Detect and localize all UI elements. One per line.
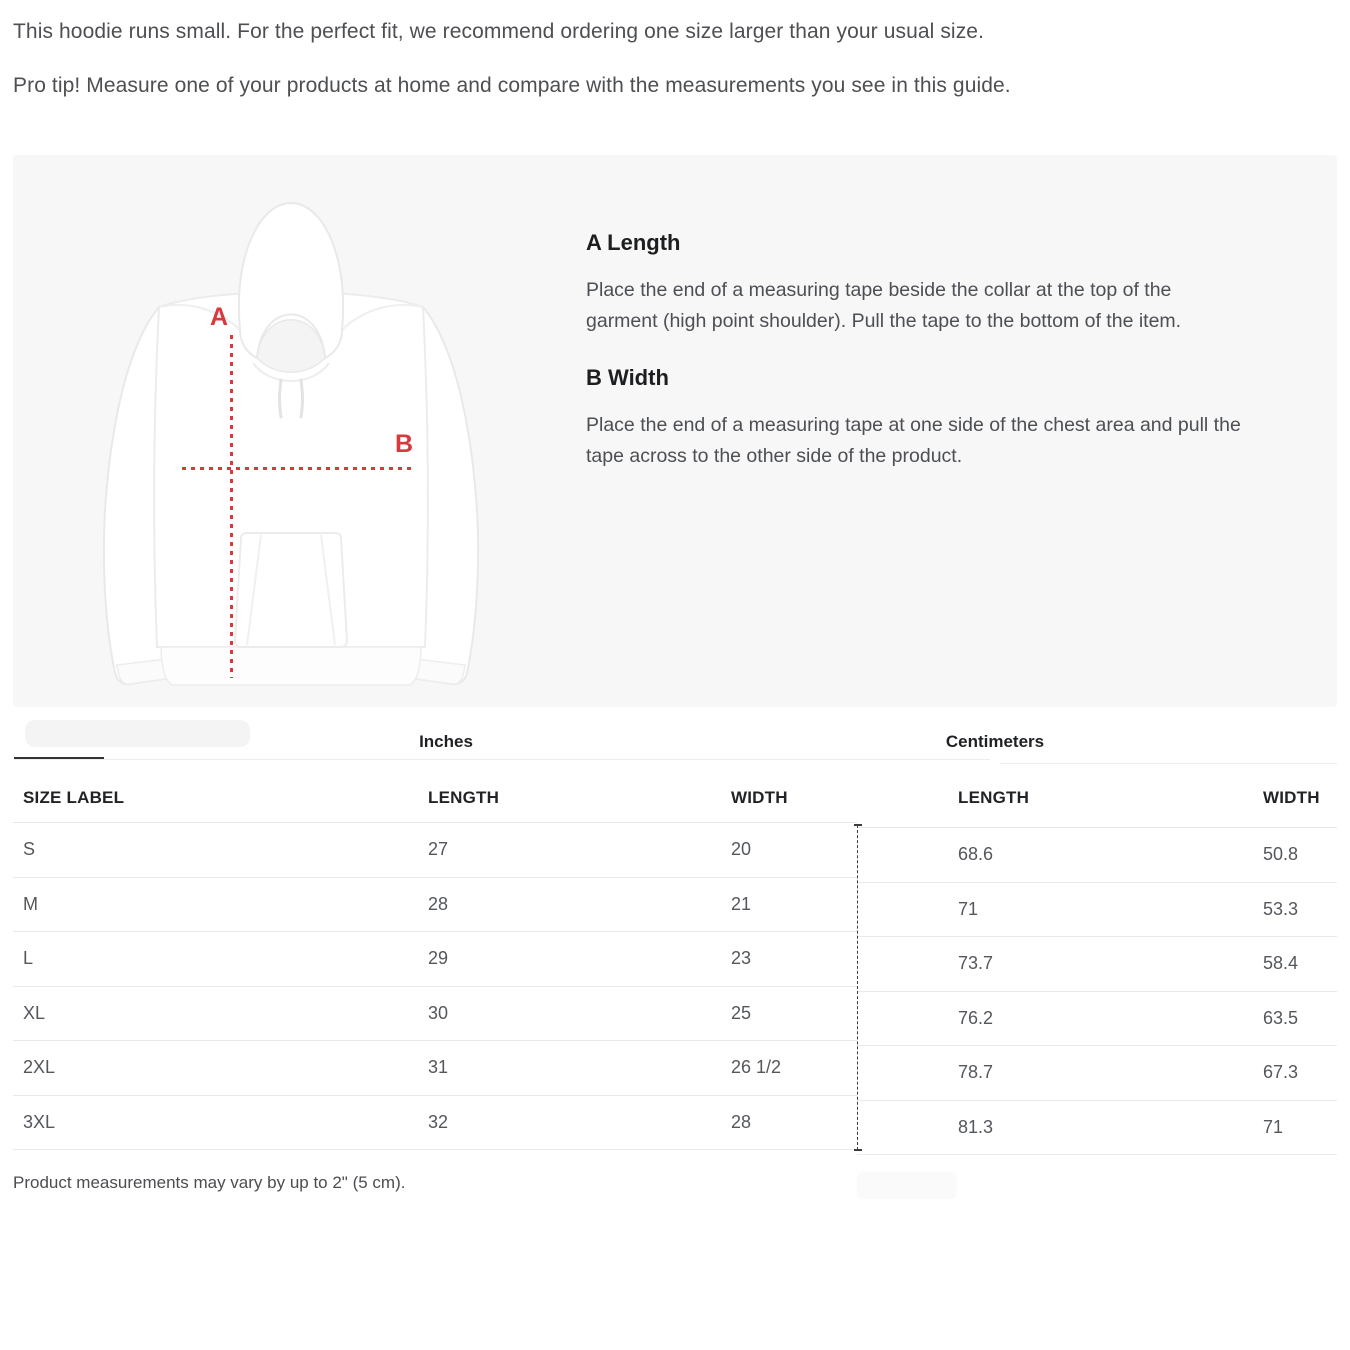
redacted-tab-label[interactable] — [25, 720, 250, 747]
column-header-length-cm: LENGTH — [958, 788, 1030, 807]
table-row — [13, 1041, 857, 1096]
column-header-width-inches: WIDTH — [731, 788, 788, 807]
hoodie-illustration — [95, 195, 487, 690]
length-cm-value: 68.6 — [958, 844, 994, 865]
length-in-value: 31 — [428, 1057, 449, 1078]
width-in-value: 28 — [731, 1111, 752, 1132]
table-row — [13, 878, 857, 933]
size-value: 2XL — [23, 1057, 56, 1078]
width-in-value: 25 — [731, 1002, 752, 1023]
size-value: 3XL — [23, 1111, 56, 1132]
width-in-value: 20 — [731, 839, 752, 860]
pro-tip-text: Pro tip! Measure one of your products at home and compare with the measurements you see in this guide. — [13, 74, 1011, 97]
table-row — [13, 1096, 857, 1151]
width-body-line-1: Place the end of a measuring tape at one side of the chest area and pull the — [586, 413, 1241, 436]
width-section-title: B Width — [586, 365, 669, 390]
table-row — [857, 992, 1337, 1047]
header-divider-left — [14, 759, 990, 760]
table-row — [857, 1101, 1337, 1156]
width-body-line-2: tape across to the other side of the product. — [586, 444, 963, 467]
measurement-disclaimer: Product measurements may vary by up to 2" (5 cm). — [13, 1173, 406, 1192]
width-section-body — [586, 410, 1241, 472]
width-in-value: 23 — [731, 948, 752, 969]
width-in-value: 26 1/2 — [731, 1057, 782, 1078]
width-cm-value: 71 — [1263, 1116, 1284, 1137]
length-section-title: A Length — [586, 230, 681, 255]
length-cm-value: 71 — [958, 898, 979, 919]
size-table — [0, 715, 1350, 1215]
length-measure-line — [230, 335, 233, 678]
length-in-value: 29 — [428, 948, 449, 969]
column-header-size-label: SIZE LABEL — [23, 788, 125, 807]
table-row — [13, 823, 857, 878]
size-value: S — [23, 839, 36, 860]
length-body-line-1: Place the end of a measuring tape beside the collar at the top of the — [586, 278, 1172, 301]
inches-group-header: Inches — [419, 732, 473, 751]
width-measure-line — [182, 467, 413, 470]
table-row — [857, 1046, 1337, 1101]
unit-sections-dashed-divider — [857, 825, 858, 1150]
inches-rows — [13, 823, 857, 1150]
table-row — [857, 937, 1337, 992]
header-divider-right — [1000, 763, 1337, 764]
size-value: M — [23, 893, 38, 914]
length-body-line-2: garment (high point shoulder). Pull the tape to the bottom of the item. — [586, 309, 1182, 332]
table-row — [857, 828, 1337, 883]
table-row — [857, 883, 1337, 938]
width-cm-value: 63.5 — [1263, 1007, 1299, 1028]
length-in-value: 32 — [428, 1111, 449, 1132]
width-cm-value: 50.8 — [1263, 844, 1299, 865]
width-cm-value: 67.3 — [1263, 1062, 1299, 1083]
column-header-width-cm: WIDTH — [1263, 788, 1320, 807]
centimeters-group-header: Centimeters — [945, 732, 1045, 751]
length-section-body — [586, 275, 1181, 337]
width-marker-b-label: B — [395, 430, 414, 458]
width-cm-value: 58.4 — [1263, 953, 1299, 974]
length-in-value: 27 — [428, 839, 449, 860]
width-in-value: 21 — [731, 893, 752, 914]
length-cm-value: 78.7 — [958, 1062, 994, 1083]
centimeters-rows — [857, 828, 1337, 1155]
column-header-length-inches: LENGTH — [428, 788, 500, 807]
length-cm-value: 81.3 — [958, 1116, 994, 1137]
length-cm-value: 73.7 — [958, 953, 994, 974]
size-value: XL — [23, 1002, 46, 1023]
length-in-value: 28 — [428, 893, 449, 914]
redacted-badge — [857, 1172, 957, 1199]
table-row — [13, 987, 857, 1042]
size-value: L — [23, 948, 34, 969]
width-cm-value: 53.3 — [1263, 898, 1299, 919]
length-in-value: 30 — [428, 1002, 449, 1023]
table-row — [13, 932, 857, 987]
length-marker-a-label: A — [210, 303, 229, 331]
measuring-guide-panel — [13, 155, 1337, 707]
length-cm-value: 76.2 — [958, 1007, 994, 1028]
fit-note-text: This hoodie runs small. For the perfect fit, we recommend ordering one size larger than your usual size. — [13, 20, 985, 43]
